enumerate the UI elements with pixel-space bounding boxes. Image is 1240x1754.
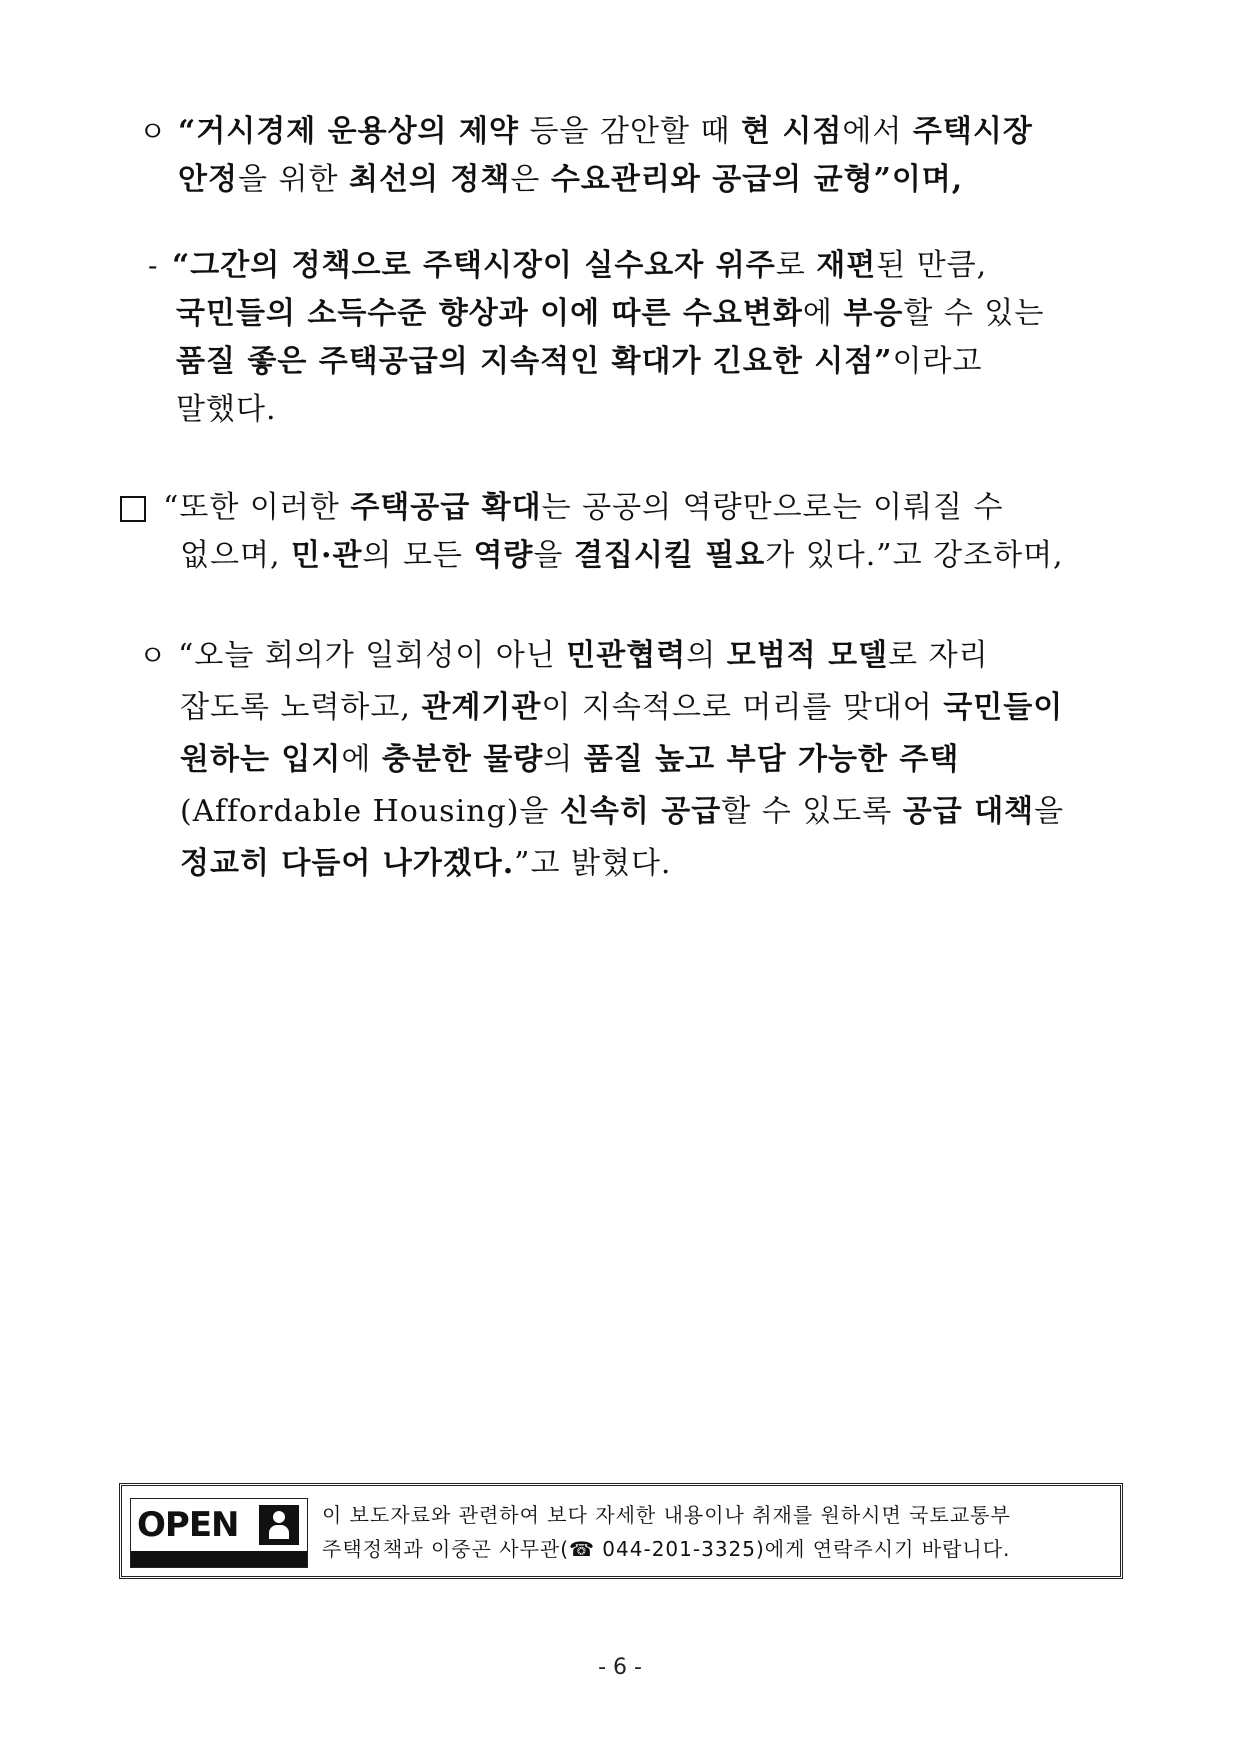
text-run: 없으며, — [180, 538, 292, 573]
text-run: 을 위한 — [237, 162, 349, 197]
text-run: (Affordable Housing)을 — [180, 794, 560, 829]
text-run: 이라고 — [892, 344, 983, 379]
page-number: - 6 - — [598, 1655, 642, 1680]
text-run: “또한 이러한 — [163, 490, 351, 525]
square-bullet-marker — [120, 496, 146, 522]
text-run: 로 — [775, 248, 817, 283]
bold-text-run: 주택시장 — [912, 114, 1033, 149]
text-run: 등을 감안할 때 — [518, 114, 741, 149]
bold-text-run: 주택공급 확대 — [350, 490, 542, 525]
text-run: 가 있다.”고 강조하며, — [765, 538, 1064, 573]
bold-text-run: 결집시킬 필요 — [573, 538, 766, 573]
text-run: 이 지속적으로 머리를 맞대어 — [541, 690, 944, 725]
bold-text-run: 현 시점 — [740, 114, 843, 149]
text-line — [180, 844, 671, 884]
bold-text-run: “그간의 정책으로 주택시장이 실수요자 위주 — [172, 248, 776, 283]
bold-text-run: 수요관리와 공급의 균형”이며, — [550, 162, 964, 197]
text-line — [180, 536, 1064, 576]
text-line — [178, 160, 963, 200]
bold-text-run: 민·관 — [291, 538, 363, 573]
bold-text-run: 부응 — [843, 296, 904, 331]
contact-info-box — [119, 1483, 1123, 1579]
text-run: 할 수 있는 — [903, 296, 1045, 331]
text-run: 잡도록 노력하고, — [180, 690, 422, 725]
bold-text-run: 모범적 모델 — [726, 638, 889, 673]
text-run: 는 공공의 역량만으로는 이뤄질 수 — [541, 490, 1004, 525]
contact-line-1: 이 보도자료와 관련하여 보다 자세한 내용이나 취재를 원하시면 국토교통부 — [322, 1503, 1011, 1527]
text-line — [176, 390, 276, 430]
circle-bullet-marker: ㅇ — [139, 639, 167, 672]
text-line — [180, 792, 1064, 832]
text-line — [180, 740, 959, 780]
contact-line-2: 주택정책과 이중곤 사무관(☎ 044-201-3325)에게 연락주시기 바랍니다. — [322, 1537, 1011, 1561]
bold-text-run: “거시경제 운용상의 제약 — [178, 114, 519, 149]
text-line — [178, 636, 989, 676]
license-strip — [131, 1551, 307, 1567]
text-line — [176, 294, 1044, 334]
open-logo-text: OPEN — [137, 1505, 239, 1545]
bold-text-run: 원하는 입지 — [180, 742, 342, 777]
bold-text-run: 역량 — [473, 538, 534, 573]
text-run: 에서 — [842, 114, 913, 149]
text-line — [172, 246, 987, 286]
text-run: 을 — [533, 538, 574, 573]
bold-text-run: 민관협력 — [566, 638, 687, 673]
bold-text-run: 충분한 물량 — [381, 742, 544, 777]
bold-text-run: 품질 좋은 주택공급의 지속적인 확대가 긴요한 시점” — [176, 344, 893, 379]
text-run: ”고 밝혔다. — [514, 846, 672, 881]
bold-text-run: 최선의 정책 — [348, 162, 511, 197]
bold-text-run: 안정 — [178, 162, 238, 197]
bold-text-run: 국민들이 — [943, 690, 1064, 725]
text-run: 로 자리 — [888, 638, 989, 673]
text-line — [163, 488, 1004, 528]
text-line — [178, 112, 1033, 152]
text-run: 의 모든 — [362, 538, 474, 573]
text-run: 을 — [1034, 794, 1065, 829]
text-run: 에 — [802, 296, 844, 331]
dash-bullet-marker: - — [148, 249, 158, 282]
text-run: 에 — [341, 742, 382, 777]
person-icon — [259, 1505, 299, 1545]
bold-text-run: 품질 높고 부담 가능한 주택 — [583, 742, 960, 777]
bold-text-run: 공급 대책 — [902, 794, 1035, 829]
text-run: “오늘 회의가 일회성이 아닌 — [178, 638, 567, 673]
text-run: 할 수 있도록 — [721, 794, 903, 829]
text-run: 은 — [510, 162, 551, 197]
bold-text-run: 신속히 공급 — [559, 794, 722, 829]
text-run: 된 만큼, — [876, 248, 988, 283]
circle-bullet-marker: ㅇ — [139, 115, 167, 148]
text-line — [180, 688, 1063, 728]
text-run: 의 — [543, 742, 584, 777]
bold-text-run: 정교히 다듬어 나가겠다. — [180, 846, 515, 881]
text-run: 의 — [686, 638, 727, 673]
bold-text-run: 재편 — [816, 248, 877, 283]
open-license-logo — [130, 1498, 308, 1568]
text-line — [176, 342, 982, 382]
bold-text-run: 관계기관 — [421, 690, 542, 725]
bold-text-run: 국민들의 소득수준 향상과 이에 따른 수요변화 — [176, 296, 803, 331]
text-run: 말했다. — [176, 392, 277, 427]
